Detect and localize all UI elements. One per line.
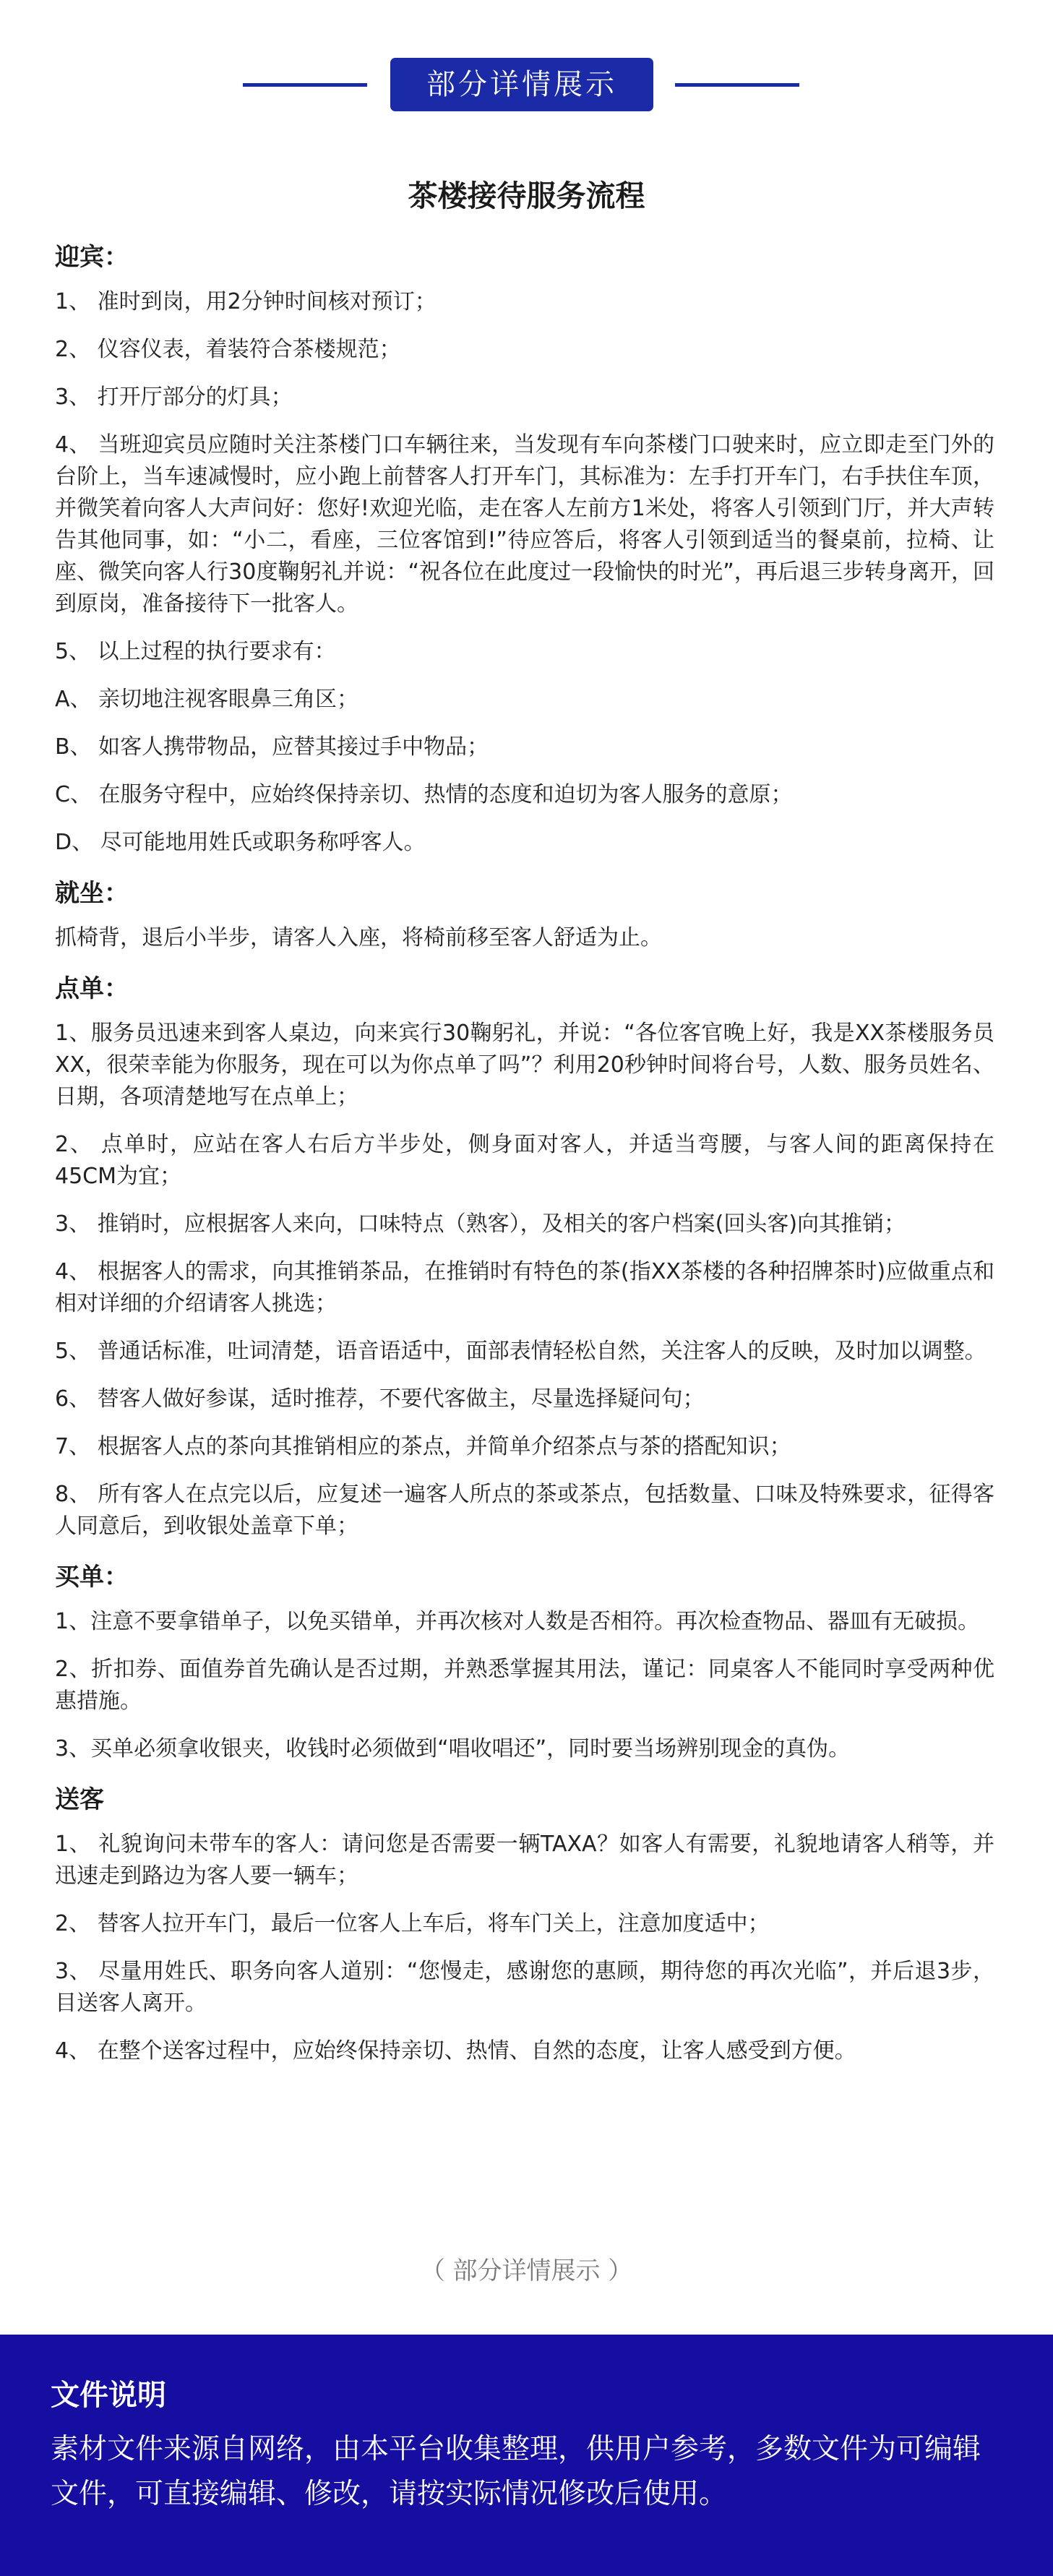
paragraph: 1、服务员迅速来到客人桌边，向来宾行30鞠躬礼，并说：“各位客官晚上好，我是XX茶楼服务员XX，很荣幸能为你服务，现在可以为你点单了吗”？利用20秒钟时间将台号，人数、服务员姓名、日期，各项清楚地写在点单上； (55, 1021, 994, 1109)
file-description-text: 素材文件来源自网络，由本平台收集整理，供用户参考，多数文件为可编辑文件，可直接编辑、修改，请按实际情况修改后使用。 (51, 2433, 981, 2510)
section-heading: 就坐： (55, 879, 129, 908)
partial-preview-caption: （ 部分详情展示 ） (420, 2257, 633, 2285)
paragraph: 1、 准时到岗，用2分钟时间核对预订； (55, 289, 437, 314)
section-welcome (55, 239, 994, 859)
section-heading: 点单： (55, 974, 129, 1003)
paragraph: 3、 尽量用姓氏、职务向客人道别：“您慢走，感谢您的惠顾，期待您的再次光临”，并后退3步，目送客人离开。 (55, 1959, 994, 2016)
paragraph: 7、 根据客人点的茶向其推销相应的茶点，并简单介绍茶点与茶的搭配知识； (55, 1434, 791, 1459)
paragraph: 6、 替客人做好参谋，适时推荐，不要代客做主，尽量选择疑问句； (55, 1386, 705, 1412)
section-seating (55, 875, 994, 954)
paragraph: 3、买单必须拿收银夹，收钱时必须做到“唱收唱还”，同时要当场辨别现金的真伪。 (55, 1736, 851, 1761)
section-heading: 迎宾： (55, 243, 129, 272)
paragraph: 1、注意不要拿错单子，以免买错单，并再次核对人数是否相符。再次检查物品、器皿有无破损。 (55, 1609, 980, 1634)
top-banner (0, 52, 1053, 117)
paragraph: 4、 在整个送客过程中，应始终保持亲切、热情、自然的态度，让客人感受到方便。 (55, 2038, 856, 2064)
file-description-title: 文件说明 (51, 2379, 166, 2412)
paragraph: 5、 以上过程的执行要求有： (55, 639, 336, 664)
paragraph: 3、 打开厅部分的灯具； (55, 385, 293, 410)
paragraph: 8、 所有客人在点完以后，应复述一遍客人所点的茶或茶点，包括数量、口味及特殊要求，征得客人同意后，到收银处盖章下单； (55, 1482, 994, 1539)
banner-divider-right (675, 83, 799, 87)
paragraph: A、 亲切地注视客眼鼻三角区； (55, 687, 359, 712)
banner-badge: 部分详情展示 (390, 58, 653, 111)
section-farewell (55, 1781, 994, 2067)
section-heading: 买单： (55, 1563, 129, 1592)
paragraph: 4、 根据客人的需求，向其推销茶品，在推销时有特色的茶(指XX茶楼的各种招牌茶时)应做重点和相对详细的介绍请客人挑选； (55, 1259, 994, 1316)
paragraph: 5、 普通话标准，吐词清楚，语音语适中，面部表情轻松自然，关注客人的反映，及时加以调整。 (55, 1339, 987, 1364)
paragraph: C、 在服务守程中，应始终保持亲切、热情的态度和迫切为客人服务的意原； (55, 782, 793, 807)
section-checkout (55, 1558, 994, 1765)
section-heading: 送客 (55, 1785, 104, 1814)
paragraph: 4、 当班迎宾员应随时关注茶楼门口车辆往来，当发现有车向茶楼门口驶来时，应立即走至门外的台阶上，当车速减慢时，应小跑上前替客人打开车门，其标准为：左手打开车门，右手扶住车顶，并微笑着向客人大声问好：您好!欢迎光临，走在客人左前方1米处，将客人引领到门厅，并大声转告其他同事，如：“小二，看座，三位客馆到!”待应答后，将客人引领到适当的餐桌前，拉椅、让座、微笑向客人行30度鞠躬礼并说：“祝各位在此度过一段愉快的时光”，再后退三步转身离开，回到原岗，准备接待下一批客人。 (55, 432, 994, 617)
paragraph: D、 尽可能地用姓氏或职务称呼客人。 (55, 830, 426, 855)
banner-divider-left (243, 83, 367, 87)
paragraph: 1、 礼貌询问未带车的客人：请问您是否需要一辆TAXA？如客人有需要，礼貌地请客人稍等，并迅速走到路边为客人要一辆车； (55, 1832, 994, 1889)
paragraph: 3、 推销时，应根据客人来向，口味特点（熟客），及相关的客户档案(回头客)向其推销； (55, 1211, 906, 1237)
paragraph: 2、 点单时，应站在客人右后方半步处，侧身面对客人，并适当弯腰，与客人间的距离保持在45CM为宜； (55, 1132, 994, 1189)
paragraph: 2、 仪容仪表，着装符合茶楼规范； (55, 337, 401, 362)
paragraph: 2、折扣券、面值券首先确认是否过期，并熟悉掌握其用法，谨记：同桌客人不能同时享受两种优惠措施。 (55, 1657, 994, 1714)
paragraph: 抓椅背，退后小半步，请客人入座，将椅前移至客人舒适为止。 (55, 925, 662, 950)
section-ordering (55, 970, 994, 1542)
document-body (55, 231, 994, 2083)
document-title: 茶楼接待服务流程 (408, 179, 645, 213)
paragraph: B、 如客人携带物品，应替其接过手中物品； (55, 734, 489, 760)
file-description-panel (0, 2335, 1053, 2576)
paragraph: 2、 替客人拉开车门，最后一位客人上车后，将车门关上，注意加度适中； (55, 1911, 770, 1936)
